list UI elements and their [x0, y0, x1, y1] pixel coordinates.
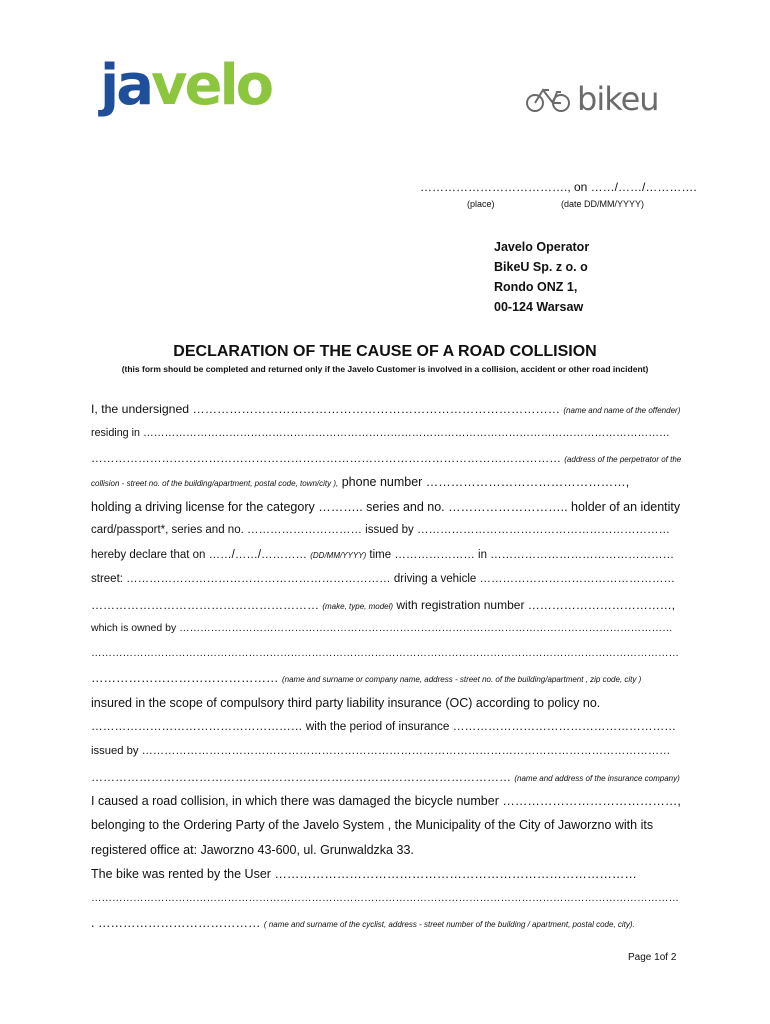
form-line-text: …………………………………………………: [91, 598, 323, 612]
form-line: [91, 745, 670, 757]
form-line-note: (address of the perpetrator of the: [564, 455, 682, 464]
form-line-text: street: …………………………………………………………… driving a vehicle ……………………………………………: [91, 573, 676, 585]
form-line-text: I caused a road collision, in which there was damaged the bicycle number ……………………………………,: [91, 794, 681, 808]
address-line: Rondo ONZ 1,: [494, 280, 578, 294]
form-line-text: ……………………………………………………………………………………………………………………………………………………: [91, 892, 679, 904]
form-line: [91, 549, 674, 561]
form-line-text: which is owned by ……………………………………………………………………………………………………………………………: [91, 622, 673, 634]
address-line: BikeU Sp. z o. o: [494, 260, 588, 274]
form-line: [91, 598, 675, 612]
form-line: [91, 843, 414, 857]
form-line-text: . …………………………………: [91, 916, 264, 930]
form-line-text: ………………………………………: [91, 671, 282, 685]
place-date-line: ………………………………., on ……/……/………….: [420, 180, 697, 194]
form-line: [91, 524, 670, 536]
javelo-logo: javelo: [100, 53, 272, 118]
form-line-text: card/passport*, series and no. ………………………… issued by …………………………………………………………: [91, 524, 670, 536]
form-line-note: ( name and surname of the cyclist, address - street number of the building / apartment, postal code, city).: [263, 920, 635, 929]
form-line: [91, 402, 680, 416]
form-line-note: (make, type, model): [322, 602, 394, 611]
form-line-note: (name and address of the insurance company): [514, 774, 680, 783]
form-line-text: …………………………………………………………………………………………………………: [91, 452, 565, 465]
form-line: [91, 794, 681, 808]
form-line: [91, 500, 680, 514]
form-line: [91, 720, 676, 733]
bicycle-icon: [525, 84, 571, 114]
form-line: [91, 647, 679, 659]
form-line-note: collision - street no. of the building/apartment, postal code, town/city ),: [91, 479, 339, 488]
form-line: [91, 427, 670, 439]
form-line-text: hereby declare that on ……/……/…………: [91, 549, 311, 561]
form-line-note: (name and name of the offender): [563, 406, 681, 415]
page-subtitle: (this form should be completed and returned only if the Javelo Customer is involved in a collision, accident or other road incident): [121, 364, 649, 374]
address-line: Javelo Operator: [494, 240, 590, 254]
form-line-text: I, the undersigned ………………………………………………………………………………: [91, 402, 564, 416]
form-line-text: The bike was rented by the User ……………………………………………………………………………: [91, 867, 637, 881]
form-line-text: belonging to the Ordering Party of the Javelo System , the Municipality of the City of Jaworzno with its: [91, 818, 654, 832]
form-line: [91, 696, 600, 710]
bikeu-logo: bikeu: [525, 80, 659, 118]
form-line: [91, 622, 673, 634]
form-line: [91, 892, 679, 904]
form-line-tail: phone number …………………………………………,: [338, 475, 630, 489]
form-line: [91, 867, 637, 881]
form-line: [91, 770, 680, 784]
page-title: DECLARATION OF THE CAUSE OF A ROAD COLLISION: [173, 343, 597, 360]
form-line-text: holding a driving license for the category ……….. series and no. ……………………….. holder of an identity: [91, 500, 681, 514]
form-line-text: insured in the scope of compulsory third party liability insurance (OC) according to policy no.: [91, 696, 601, 710]
form-line: [91, 818, 653, 832]
form-line-tail: with registration number ………………………………,: [393, 598, 676, 612]
form-line-text: issued by ……………………………………………………………………………………………………………………………: [91, 745, 671, 757]
form-line-text: residing in …………………………………………………………………………………………………………………………………: [91, 427, 670, 439]
form-line-tail: time ………………… in …………………………………………: [366, 549, 675, 561]
date-label: (date DD/MM/YYYY): [561, 199, 645, 209]
form-line: [91, 671, 641, 685]
page-number: Page 1of 2: [628, 952, 677, 963]
form-line-text: registered office at: Jaworzno 43-600, ul. Grunwaldzka 33.: [91, 843, 414, 857]
address-line: 00-124 Warsaw: [494, 300, 584, 314]
form-line-text: ……………………………………………………………………………………………………………………………………………………: [91, 647, 679, 659]
form-line: [91, 573, 675, 585]
form-line-text: ……………………………………………………………………………………………: [91, 770, 515, 784]
form-line: [91, 475, 629, 489]
form-line: [91, 452, 681, 465]
form-line-note: (name and surname or company name, address - street no. of the building/apartment , zip code, city ): [281, 675, 642, 684]
place-label: (place): [467, 199, 495, 209]
form-line: [91, 916, 635, 930]
form-line-text: ……………………………………………… with the period of insurance …………………………………………………: [91, 720, 676, 733]
form-line-note: (DD/MM/YYYY): [310, 551, 367, 560]
